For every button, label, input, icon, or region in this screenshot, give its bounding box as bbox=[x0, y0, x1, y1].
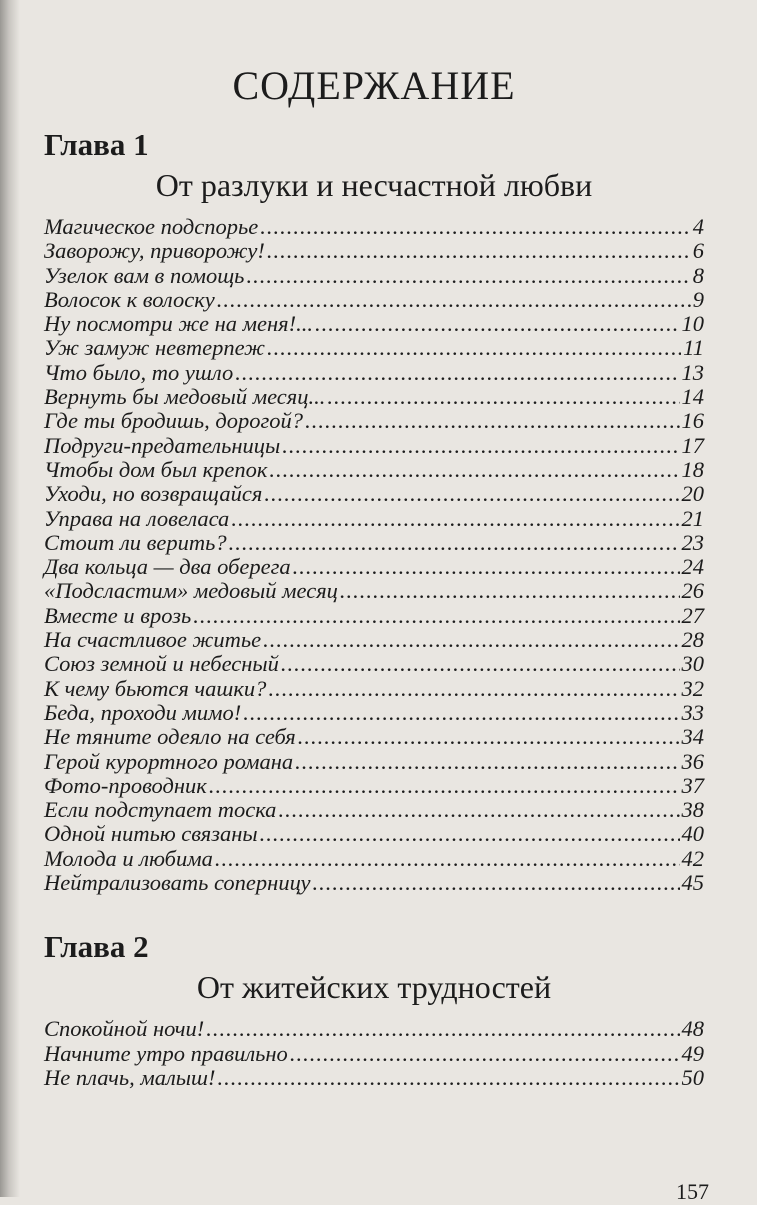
toc-entry-page: 11 bbox=[683, 335, 704, 361]
dot-leader bbox=[298, 725, 680, 749]
toc-entry-page: 18 bbox=[681, 456, 704, 482]
toc-entry-page: 42 bbox=[681, 845, 704, 871]
toc-entry-title: Одной нитью связаны bbox=[44, 821, 258, 847]
toc-entry-title: Чтобы дом был крепок bbox=[44, 456, 268, 482]
dot-leader bbox=[231, 507, 679, 531]
toc-entry-title: Волосок к волоску bbox=[44, 286, 215, 312]
toc-entry bbox=[44, 1066, 704, 1090]
toc-entry bbox=[44, 385, 704, 409]
toc-entry bbox=[44, 750, 704, 774]
toc-entry-title: На счастливое житье bbox=[44, 627, 262, 653]
toc-entry-page: 48 bbox=[681, 1016, 704, 1042]
toc-entry-page: 32 bbox=[681, 675, 704, 701]
toc-entry-title: Начните утро правильно bbox=[44, 1040, 288, 1066]
toc-entry-title: «Подсластим» медовый месяц bbox=[44, 578, 338, 604]
toc-entry-title: К чему бьются чашки? bbox=[44, 675, 267, 701]
toc-entry-page: 40 bbox=[681, 821, 704, 847]
toc-entry-title: Герой курортного романа bbox=[44, 748, 294, 774]
toc-entry-page: 16 bbox=[681, 408, 704, 434]
dot-leader bbox=[281, 652, 680, 676]
toc-entry bbox=[44, 482, 704, 506]
toc-entry-page: 49 bbox=[681, 1040, 704, 1066]
toc-entry-page: 21 bbox=[681, 505, 704, 531]
toc-entry-title: Нейтрализовать соперницу bbox=[44, 870, 311, 896]
toc-entry bbox=[44, 701, 704, 725]
toc-entry-page: 6 bbox=[692, 238, 704, 264]
dot-leader bbox=[264, 482, 679, 506]
dot-leader bbox=[295, 750, 679, 774]
toc-entry-title: Ну посмотри же на меня!... bbox=[44, 311, 313, 337]
toc-entry-page: 37 bbox=[681, 772, 704, 798]
dot-leader bbox=[267, 336, 681, 360]
toc-entry bbox=[44, 1017, 704, 1041]
dot-leader bbox=[218, 1066, 680, 1090]
toc-entry-page: 13 bbox=[681, 359, 704, 385]
toc-entry-title: Уходи, но возвращайся bbox=[44, 481, 263, 507]
toc-list bbox=[44, 1017, 704, 1090]
toc-entry bbox=[44, 652, 704, 676]
dot-leader bbox=[246, 264, 690, 288]
toc-entry-page: 8 bbox=[692, 262, 704, 288]
toc-entry bbox=[44, 336, 704, 360]
toc-entry-title: Стоит ли верить? bbox=[44, 529, 227, 555]
toc-entry-title: Заворожу, приворожу! bbox=[44, 238, 265, 264]
dot-leader bbox=[327, 385, 679, 409]
toc-entry bbox=[44, 847, 704, 871]
toc-entry-page: 30 bbox=[681, 651, 704, 677]
dot-leader bbox=[235, 361, 679, 385]
toc-entry-page: 28 bbox=[681, 627, 704, 653]
page-number: 157 bbox=[676, 1179, 709, 1204]
toc-entry-page: 20 bbox=[681, 481, 704, 507]
dot-leader bbox=[263, 628, 679, 652]
dot-leader bbox=[243, 701, 679, 725]
toc-entry bbox=[44, 871, 704, 895]
chapter-label: Глава 1 bbox=[44, 127, 149, 162]
toc-entry-page: 24 bbox=[681, 554, 704, 580]
dot-leader bbox=[229, 531, 680, 555]
dot-leader bbox=[340, 579, 680, 603]
toc-entry-page: 45 bbox=[681, 870, 704, 896]
toc-entry bbox=[44, 1042, 704, 1066]
toc-entry-title: Беда, проходи мимо! bbox=[44, 699, 242, 725]
toc-entry bbox=[44, 312, 704, 336]
dot-leader bbox=[193, 604, 679, 628]
dot-leader bbox=[305, 409, 679, 433]
toc-list bbox=[44, 215, 704, 895]
toc-entry bbox=[44, 434, 704, 458]
toc-entry-page: 26 bbox=[681, 578, 704, 604]
toc-entry bbox=[44, 822, 704, 846]
toc-entry-page: 14 bbox=[681, 384, 704, 410]
toc-entry bbox=[44, 798, 704, 822]
page-title: СОДЕРЖАНИЕ bbox=[232, 63, 516, 108]
dot-leader bbox=[313, 871, 680, 895]
toc-entry-title: Где ты бродишь, дорогой? bbox=[44, 408, 304, 434]
dot-leader bbox=[268, 677, 679, 701]
dot-leader bbox=[278, 798, 679, 822]
toc-entry-page: 23 bbox=[681, 529, 704, 555]
toc-entry-title: Магическое подспорье bbox=[44, 214, 259, 239]
toc-entry-title: Подруги-предательницы bbox=[44, 432, 281, 458]
toc-entry bbox=[44, 579, 704, 603]
toc-entry bbox=[44, 361, 704, 385]
toc-entry bbox=[44, 774, 704, 798]
toc-entry-title: Что было, то ушло bbox=[44, 359, 234, 385]
toc-entry bbox=[44, 725, 704, 749]
toc-entry-page: 36 bbox=[681, 748, 704, 774]
toc-entry bbox=[44, 288, 704, 312]
toc-entry-title: Молода и любима bbox=[44, 845, 213, 871]
toc-entry-title: Уж замуж невтерпеж bbox=[44, 335, 265, 361]
toc-entry bbox=[44, 604, 704, 628]
toc-entry-page: 34 bbox=[681, 724, 704, 750]
toc-entry-page: 17 bbox=[681, 432, 704, 458]
toc-entry-title: Управа на ловеласа bbox=[44, 505, 230, 531]
chapter-title: От житейских трудностей bbox=[196, 969, 552, 1006]
dot-leader bbox=[260, 215, 691, 239]
dot-leader bbox=[260, 822, 680, 846]
toc-entry-title: Вместе и врозь bbox=[44, 602, 192, 628]
dot-leader bbox=[290, 1042, 680, 1066]
dot-leader bbox=[267, 239, 691, 263]
toc-entry bbox=[44, 628, 704, 652]
toc-entry-page: 9 bbox=[692, 286, 704, 312]
dot-leader bbox=[293, 555, 680, 579]
chapter-label: Глава 2 bbox=[44, 929, 149, 965]
toc-entry-title: Фото-проводник bbox=[44, 772, 207, 798]
dot-leader bbox=[315, 312, 680, 336]
toc-entry-title: Вернуть бы медовый месяц... bbox=[44, 384, 326, 410]
toc-entry-page: 33 bbox=[681, 699, 704, 725]
dot-leader bbox=[282, 434, 679, 458]
toc-entry bbox=[44, 555, 704, 579]
toc-entry-title: Не тяните одеяло на себя bbox=[44, 724, 296, 750]
toc-entry bbox=[44, 264, 704, 288]
dot-leader bbox=[209, 774, 680, 798]
toc-entry-title: Союз земной и небесный bbox=[44, 651, 279, 677]
toc-entry-title: Два кольца — два оберега bbox=[44, 554, 291, 580]
toc-entry-page: 4 bbox=[692, 214, 704, 239]
toc-entry-title: Не плачь, малыш! bbox=[44, 1064, 216, 1090]
toc-entry bbox=[44, 239, 704, 263]
toc-entry-page: 10 bbox=[681, 311, 704, 337]
chapter-2 bbox=[44, 929, 704, 1090]
dot-leader bbox=[217, 288, 691, 312]
toc-page bbox=[44, 62, 704, 1090]
toc-entry-title: Если подступает тоска bbox=[44, 797, 277, 823]
dot-leader bbox=[206, 1017, 679, 1041]
dot-leader bbox=[215, 847, 680, 871]
chapter-title: От разлуки и несчастной любви bbox=[155, 167, 593, 203]
toc-entry bbox=[44, 531, 704, 555]
toc-entry-page: 38 bbox=[681, 797, 704, 823]
toc-entry-title: Спокойной ночи! bbox=[44, 1016, 205, 1042]
toc-entry-title: Узелок вам в помощь bbox=[44, 262, 245, 288]
chapter-1 bbox=[44, 127, 704, 895]
dot-leader bbox=[269, 458, 679, 482]
toc-entry bbox=[44, 507, 704, 531]
toc-entry-page: 27 bbox=[681, 602, 704, 628]
toc-entry bbox=[44, 215, 704, 239]
toc-entry bbox=[44, 409, 704, 433]
book-spine-shadow bbox=[0, 0, 20, 1197]
toc-entry bbox=[44, 458, 704, 482]
toc-entry-page: 50 bbox=[681, 1064, 704, 1090]
toc-entry bbox=[44, 677, 704, 701]
